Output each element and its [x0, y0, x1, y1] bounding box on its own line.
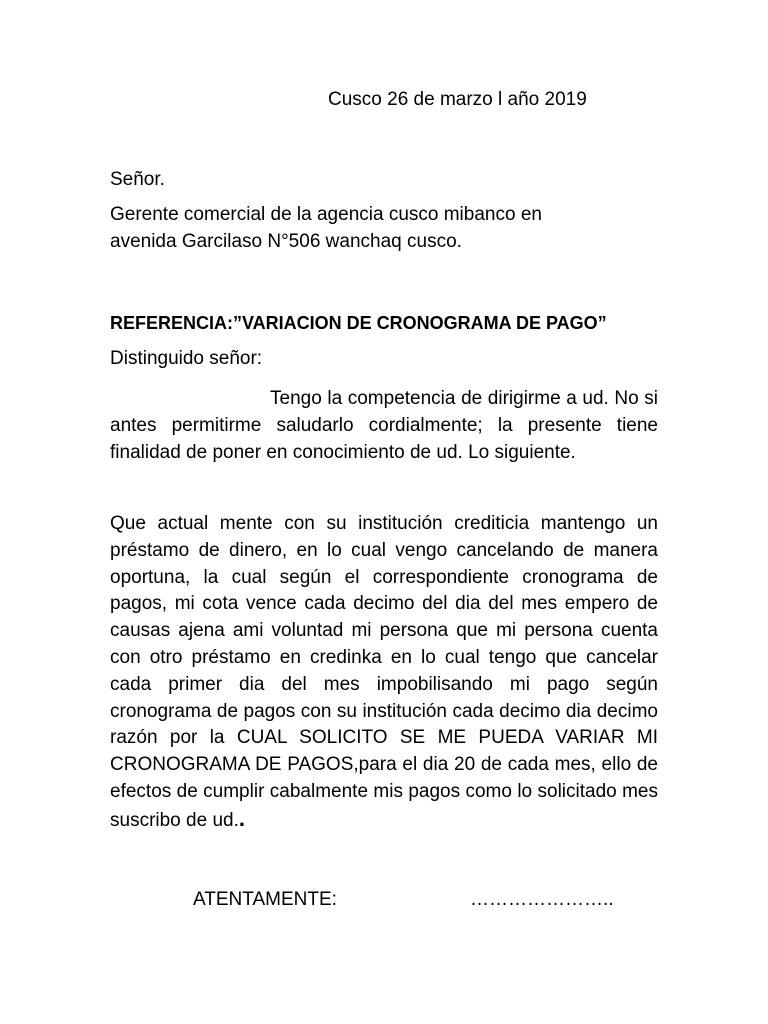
- paragraph-body: [110, 511, 658, 835]
- paragraph-intro: Tengo la competencia de dirigirme a ud. No si antes permitirme saludarlo cordialmente; la presente tiene finalidad de poner en conocimiento de ud. Lo siguiente.: [110, 388, 658, 463]
- paragraph-end-mark: .: [238, 805, 245, 831]
- recipient-address: Gerente comercial de la agencia cusco mibanco en avenida Garcilaso N°506 wanchaq cusco.: [110, 204, 542, 252]
- greeting: Distinguido señor:: [110, 348, 263, 369]
- date-line: Cusco 26 de marzo l año 2019: [328, 89, 587, 110]
- paragraph-body-text: Que actual mente con su institución crediticia mantengo un préstamo de dinero, en lo cual vengo cancelando de manera oportuna, la cual según el correspondiente cronograma de pagos, mi cota vence cada decimo del dia del mes empero de causas ajena ami voluntad mi persona que mi persona cuenta con otro préstamo en credinka en lo cual tengo que cancelar cada primer dia del mes impobilisando mi pago según cronograma de pagos con su institución cada decimo dia decimo razón por la CUAL SOLICITO SE ME PUEDA VARIAR MI CRONOGRAMA DE PAGOS,para el dia 20 de cada mes, ello de efectos de cumplir cabalmente mis pagos como lo solicitado mes suscribo de ud.: [110, 513, 658, 831]
- reference-line: REFERENCIA:”VARIACION DE CRONOGRAMA DE PAGO”: [110, 313, 607, 333]
- closing: ATENTAMENTE:: [193, 889, 337, 910]
- signature-line: …………………..: [470, 889, 614, 910]
- salutation-title: Señor.: [110, 169, 165, 190]
